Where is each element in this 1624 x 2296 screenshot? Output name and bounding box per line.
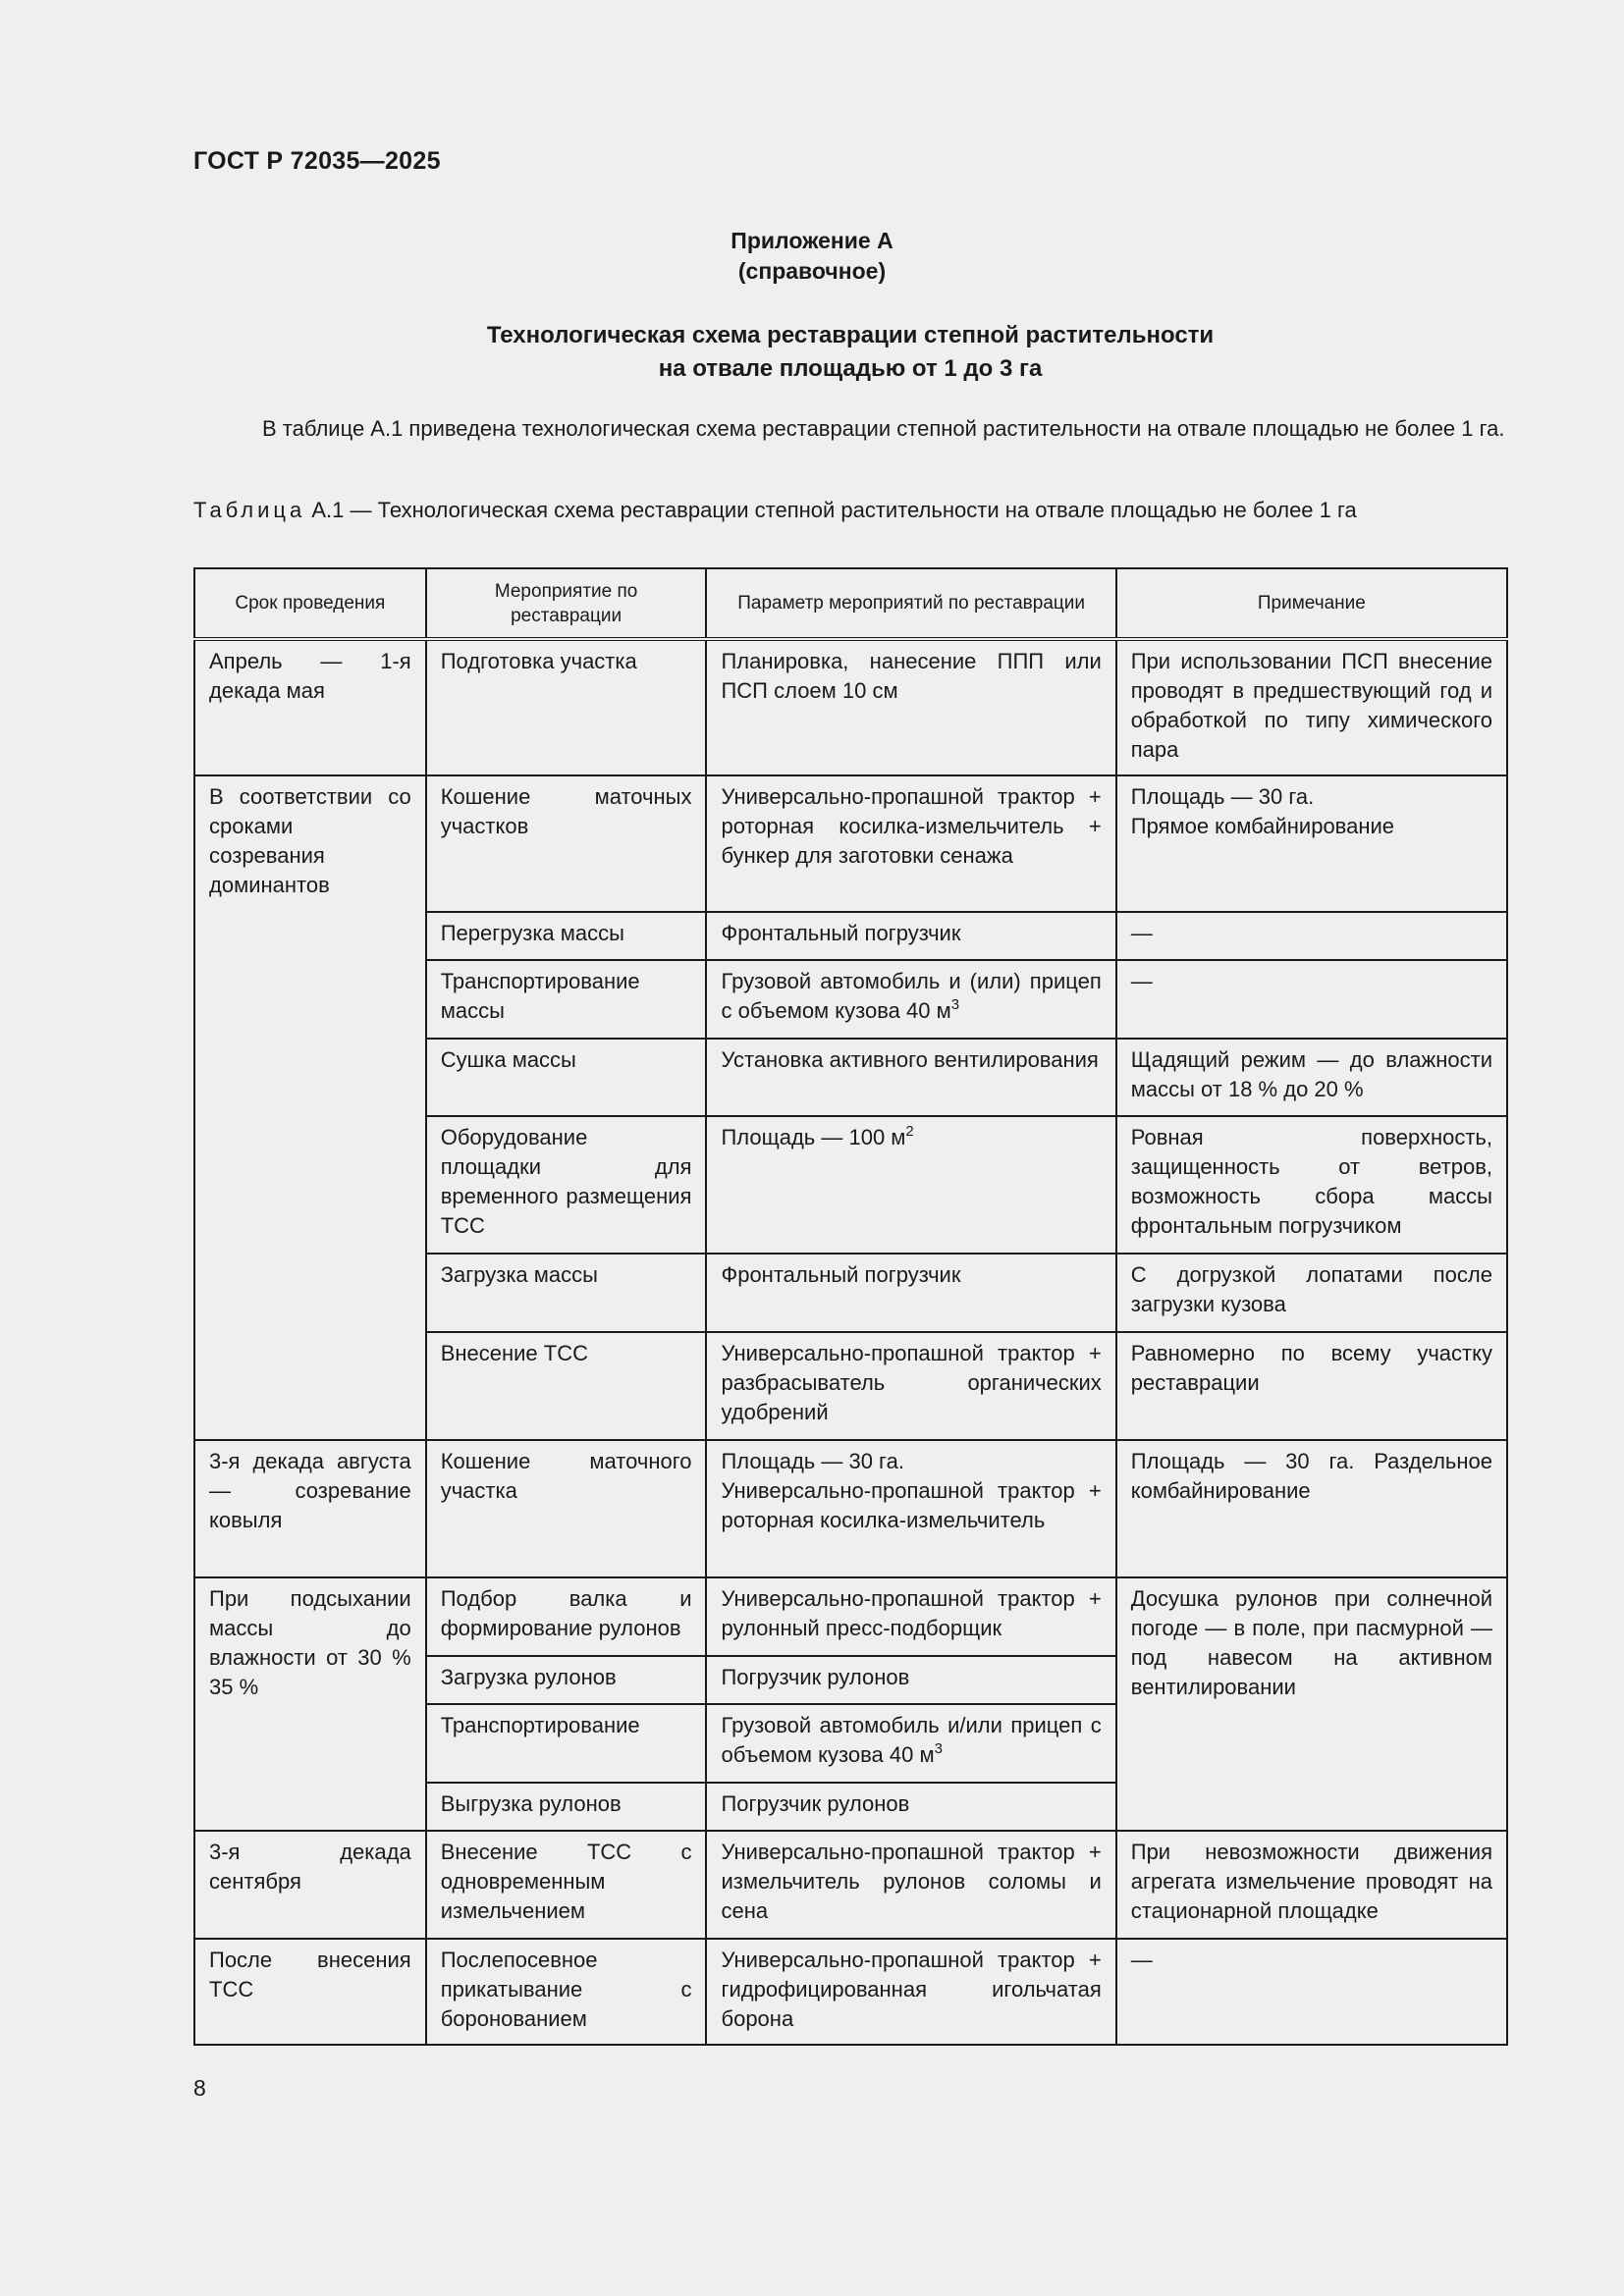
note-cell: Щадящий режим — до влажности массы от 18 % до 20 % (1116, 1039, 1507, 1116)
section-title-line-1: Технологическая схема реставрации степной растительности (486, 322, 1215, 348)
page-number: 8 (193, 2075, 206, 2101)
superscript: 3 (950, 996, 960, 1013)
table-row (194, 775, 1507, 912)
period-cell: После внесения ТСС (194, 1939, 426, 2045)
document-code: ГОСТ Р 72035—2025 (193, 147, 441, 175)
activity-cell: Кошение маточных участков (426, 775, 707, 912)
parameter-line-1: Площадь — 30 га. (721, 1449, 904, 1473)
table-header-row (194, 568, 1507, 639)
activity-cell: Загрузка массы (426, 1254, 707, 1332)
parameter-cell (706, 1704, 1115, 1783)
parameter-text: Площадь — 100 м (721, 1125, 906, 1149)
parameter-cell: Погрузчик рулонов (706, 1656, 1115, 1704)
parameter-cell: Универсально-пропашной трактор + рулонный пресс-подборщик (706, 1577, 1115, 1656)
activity-cell: Кошение маточного участка (426, 1440, 707, 1577)
section-title-line-2: на отвале площадью от 1 до 3 га (658, 355, 1043, 382)
note-cell: При использовании ПСП внесение проводят в предшествующий год и обработкой по типу химического пара (1116, 639, 1507, 775)
annex-title: Приложение А (731, 228, 893, 253)
header-period: Срок проведения (194, 568, 426, 639)
parameter-cell: Универсально-пропашной трактор + разбрасыватель органических удобрений (706, 1332, 1115, 1440)
note-cell: Равномерно по всему участку реставрации (1116, 1332, 1507, 1440)
note-cell: При невозможности движения агрегата измельчение проводят на стационарной площадке (1116, 1831, 1507, 1939)
parameter-cell: Универсально-пропашной трактор + гидрофицированная игольчатая борона (706, 1939, 1115, 2045)
period-cell: 3-я декада сентября (194, 1831, 426, 1939)
annex-heading (0, 226, 1624, 287)
superscript: 2 (905, 1123, 914, 1140)
period-cell: В соответствии со сроками созревания доминантов (194, 775, 426, 1440)
period-cell: При подсыхании массы до влажности от 30 % 35 % (194, 1577, 426, 1831)
activity-cell: Выгрузка рулонов (426, 1783, 707, 1831)
period-cell: Апрель — 1-я декада мая (194, 639, 426, 775)
table-caption (193, 496, 1507, 525)
header-note: Примечание (1116, 568, 1507, 639)
activity-cell: Загрузка рулонов (426, 1656, 707, 1704)
table-row (194, 639, 1507, 775)
table-row (194, 1831, 1507, 1939)
section-title (0, 319, 1624, 386)
note-line-2: Прямое комбайнирование (1130, 814, 1395, 838)
activity-cell: Послепосевное прикатывание с боронованием (426, 1939, 707, 2045)
note-cell (1116, 775, 1507, 912)
parameter-cell (706, 1116, 1115, 1254)
activity-cell: Транспортирование массы (426, 960, 707, 1039)
parameter-cell: Фронтальный погрузчик (706, 912, 1115, 960)
parameter-cell: Планировка, нанесение ППП или ПСП слоем 10 см (706, 639, 1115, 775)
header-activity: Мероприятие по реставрации (426, 568, 707, 639)
table-row (194, 1939, 1507, 2045)
activity-cell: Оборудование площадки для временного размещения ТСС (426, 1116, 707, 1254)
note-cell: — (1116, 912, 1507, 960)
parameter-cell (706, 960, 1115, 1039)
table-row (194, 1440, 1507, 1577)
activity-cell: Внесение ТСС (426, 1332, 707, 1440)
parameter-cell: Погрузчик рулонов (706, 1783, 1115, 1831)
parameter-cell: Фронтальный погрузчик (706, 1254, 1115, 1332)
activity-cell: Сушка массы (426, 1039, 707, 1116)
annex-type: (справочное) (737, 258, 887, 284)
activity-cell: Внесение ТСС с одновременным измельчением (426, 1831, 707, 1939)
note-cell: С догрузкой лопатами после загрузки кузова (1116, 1254, 1507, 1332)
note-line-1: Площадь — 30 га. (1130, 784, 1315, 809)
schedule-table (193, 567, 1508, 2046)
parameter-cell: Универсально-пропашной трактор + измельчитель рулонов соломы и сена (706, 1831, 1115, 1939)
parameter-text: Грузовой автомобиль и (или) прицеп с объемом кузова 40 м (721, 969, 1102, 1023)
activity-cell: Транспортирование (426, 1704, 707, 1783)
period-cell: 3-я декада августа — созревание ковыля (194, 1440, 426, 1577)
activity-cell: Подготовка участка (426, 639, 707, 775)
parameter-cell: Установка активного вентилирования (706, 1039, 1115, 1116)
table-caption-text: А.1 — Технологическая схема реставрации степной растительности на отвале площадью не более 1 га (305, 498, 1357, 522)
parameter-line-2: Универсально-пропашной трактор + роторная косилка-измельчитель (721, 1478, 1102, 1532)
header-parameter: Параметр мероприятий по реставрации (706, 568, 1115, 639)
intro-paragraph: В таблице А.1 приведена технологическая схема реставрации степной растительности на отвале площадью не более 1 га. (262, 416, 1505, 441)
note-cell: Ровная поверхность, защищенность от ветров, возможность сбора массы фронтальным погрузчиком (1116, 1116, 1507, 1254)
note-cell: Досушка рулонов при солнечной погоде — в поле, при пасмурной — под навесом на активном вентилировании (1116, 1577, 1507, 1831)
note-cell: — (1116, 960, 1507, 1039)
activity-cell: Подбор валка и формирование рулонов (426, 1577, 707, 1656)
activity-cell: Перегрузка массы (426, 912, 707, 960)
note-cell: Площадь — 30 га. Раздельное комбайнирование (1116, 1440, 1507, 1577)
parameter-cell (706, 1440, 1115, 1577)
superscript: 3 (934, 1740, 943, 1757)
parameter-cell: Универсально-пропашной трактор + роторная косилка-измельчитель + бункер для заготовки сенажа (706, 775, 1115, 912)
table-caption-label: Таблица (193, 498, 306, 522)
note-cell: — (1116, 1939, 1507, 2045)
parameter-text: Грузовой автомобиль и/или прицеп с объемом кузова 40 м (721, 1713, 1102, 1767)
table-row (194, 1577, 1507, 1656)
